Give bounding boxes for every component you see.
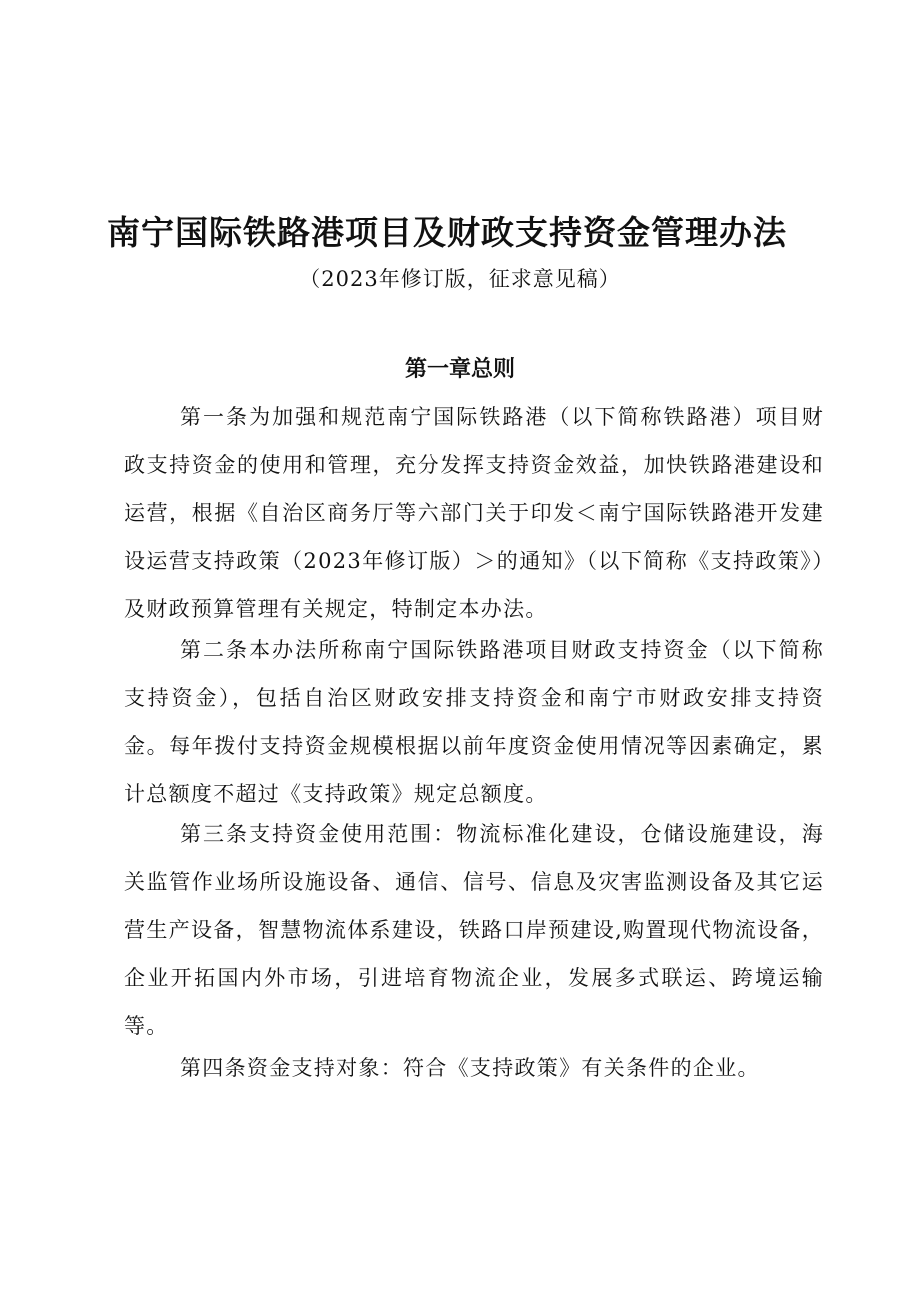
article-3: 第三条支持资金使用范围：物流标准化建设，仓储设施建设，海关监管作业场所设施设备、通信、信号、信息及灾害监测设备及其它运营生产设备，智慧物流体系建设，铁路口岸预建设,购置现代物流设备，企业开拓国内外市场，引进培育物流企业，发展多式联运、跨境运输等。 xyxy=(124,822,824,1038)
article-2: 第二条本办法所称南宁国际铁路港项目财政支持资金（以下简称支持资金），包括自治区财政安排支持资金和南宁市财政安排支持资金。每年拨付支持资金规模根据以前年度资金使用情况等因素确定，累计总额度不超过《支持政策》规定总额度。 xyxy=(124,638,824,806)
chapter-heading: 第一章总则 xyxy=(404,357,515,382)
document-subtitle: （2023年修订版，征求意见稿） xyxy=(299,267,621,291)
document-title: 南宁国际铁路港项目及财政支持资金管理办法 xyxy=(107,213,787,252)
article-1: 第一条为加强和规范南宁国际铁路港（以下简称铁路港）项目财政支持资金的使用和管理，充分发挥支持资金效益，加快铁路港建设和运营，根据《自治区商务厅等六部门关于印发＜南宁国际铁路港开发建设运营支持政策（2023年修订版）＞的通知》（以下简称《支持政策》）及财政预算管理有关规定，特制定本办法。 xyxy=(124,405,824,621)
article-4: 第四条资金支持对象：符合《支持政策》有关条件的企业。 xyxy=(180,1056,760,1080)
